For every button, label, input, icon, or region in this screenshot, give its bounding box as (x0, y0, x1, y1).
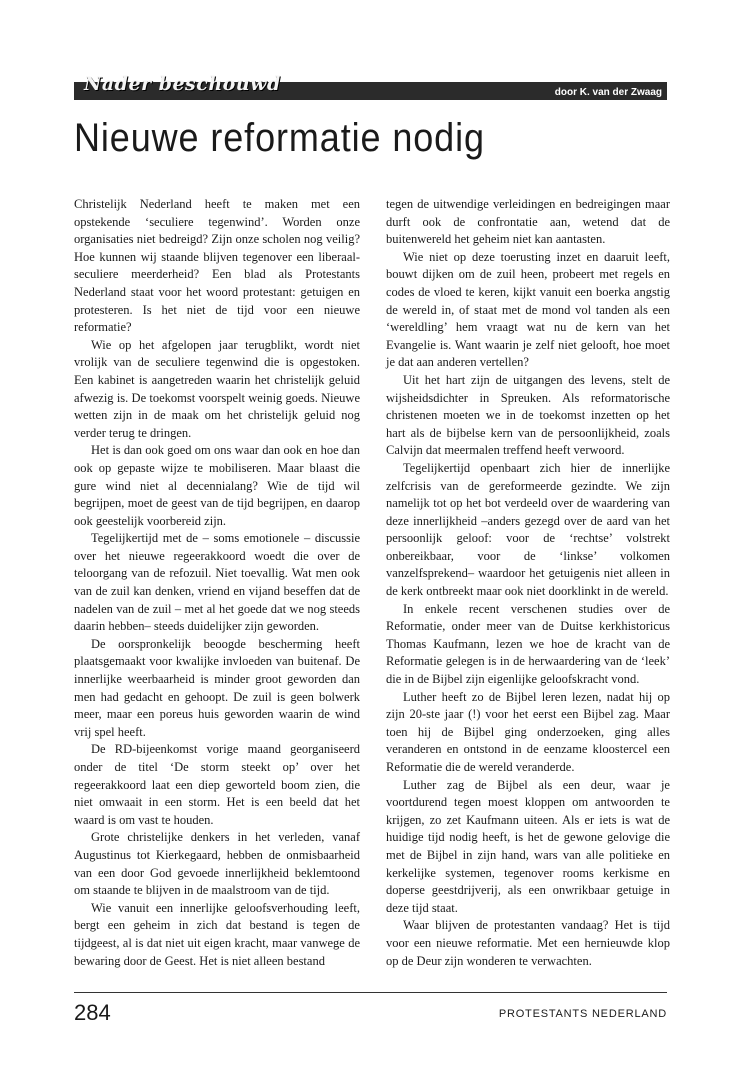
paragraph: Wie vanuit een innerlijke geloofsverhouding leeft, bergt een geheim in zich dat bestand is tegen de tijdgeest, al is dat niet uit eigen kracht, maar vanwege de bewaring door de Geest. Het is niet alleen bestand (74, 900, 360, 968)
left-column (74, 196, 360, 970)
paragraph: Het is dan ook goed om ons waar dan ook en hoe dan ook op gepaste wijze te mobiliseren. Maar blaast die gure wind niet al decennialang? Wie de tijd wil begrijpen, moet de geest van de tijd begrijpen, en daarop ook geestelijk voorbereid zijn. (74, 443, 360, 528)
paragraph: Grote christelijke denkers in het verleden, vanaf Augustinus tot Kierkegaard, hebben de onmisbaarheid van een door God gevoede innerlijkheid beklemtoond om staande te blijven in de maalstroom van de tijd. (74, 830, 360, 898)
rubric-label: Nader beschouwd (84, 73, 281, 95)
paragraph: tegen de uitwendige verleidingen en bedreigingen maar durft ook de confrontatie aan, wetend dat de buitenwereld het geheim niet kan aantasten. (386, 197, 670, 247)
paragraph: Luther heeft zo de Bijbel leren lezen, nadat hij op zijn 20-ste jaar (!) voor het eerst een Bijbel zag. Maar toen hij de Bijbel ging onderzoeken, ging alles veranderen en ontstond in de eenzame kloostercel een Reformatie die de wereld veranderde. (386, 689, 670, 774)
paragraph: Tegelijkertijd met de – soms emotionele – discussie over het nieuwe regeerakkoord woedt die over de teloorgang van de refozuil. Niet toevallig. Wat men ook van de zuil kan denken, vriend en vijand beseffen dat de nadelen van de zuil – met al het goede dat we nog steeds daarin hebben– steeds duidelijker zijn geworden. (74, 531, 360, 634)
paragraph: In enkele recent verschenen studies over de Reformatie, onder meer van de Duitse kerkhistoricus Thomas Kaufmann, lezen we hoe de kracht van de Reformatie gelegen is in de herwaardering van de ‘leek’ die in de Bijbel zijn eigenlijke geloofskracht vond. (386, 601, 670, 687)
paragraph: Tegelijkertijd openbaart zich hier de innerlijke zelfcrisis van de gereformeerde gezindte. We zijn namelijk tot op het bot verdeeld over de waardering van deze innerlijkheid –anders gezegd over de aard van het persoonlijk geloof: voor de ‘rechtse’ volstrekt onbereikbaar, voor de ‘linkse’ volkomen vanzelfsprekend– waardoor het getuigenis niet alleen in de kerk ontbreekt maar ook niet doorklinkt in de wereld. (386, 460, 670, 599)
paragraph: Wie niet op deze toerusting inzet en daaruit leeft, bouwt dijken om de zuil heen, probeert met regels en codes de vloed te keren, kijkt vanuit een boerka angstig de wereld in, of staat met de mond vol tanden als een ‘wereldling’ hem vraagt wat nu de kern van het Evangelie is. Want waarin je zelf niet gelooft, hoe moet je dat aan anderen vertellen? (386, 249, 670, 370)
page-number: 284 (74, 1000, 111, 1025)
paragraph: Christelijk Nederland heeft te maken met een opstekende ‘seculiere tegenwind’. Worden onze organisaties niet bedreigd? Zijn onze scholen nog veilig? Hoe kunnen wij staande blijven tegenover een liberaal-seculiere meerderheid? Een blad als Protestants Nederland staat voor het woord protestant: getuigen en protesteren. Is het niet de tijd voor een nieuwe reformatie? (74, 197, 360, 335)
paragraph: Waar blijven de protestanten vandaag? Het is tijd voor een nieuwe reformatie. Met een hernieuwde klop op de Deur zijn wonderen te verwachten. (386, 918, 670, 968)
byline: door K. van der Zwaag (554, 87, 662, 98)
paragraph: Uit het hart zijn de uitgangen des levens, stelt de wijsheidsdichter in Spreuken. Als reformatorische christenen moeten we in de toekomst inzetten op het hart als de bijbelse kern van de persoonlijkheid, zoals Calvijn dat meermalen treffend heeft verwoord. (386, 372, 670, 458)
paragraph: Luther zag de Bijbel als een deur, waar je voortdurend tegen moest kloppen om antwoorden te krijgen, zo zet Kaufmann uiteen. Als er iets is wat de huidige tijd nodig heeft, is het de gewone gelovige die met de Bijbel in zijn hand, wars van alle politieke en kerkelijke systemen, tegenover rooms kerkisme en doperse geestdrijverij, als een onwrikbaar getuige in deze tijd staat. (386, 777, 670, 915)
right-column (386, 196, 670, 970)
paragraph: De oorspronkelijk beoogde bescherming heeft plaatsgemaakt voor kwalijke invloeden van buitenaf. De innerlijke weerbaarheid is minder groot geworden dan men had gedacht en gehoopt. De zuil is geen bolwerk meer, maar een poreus huis geworden waarin de wind vrij spel heeft. (74, 636, 360, 739)
footer-rule (74, 992, 667, 993)
paragraph: De RD-bijeenkomst vorige maand georganiseerd onder de titel ‘De storm steekt op’ over het regeerakkoord laat een diep geworteld boom zien, die niet omwaait in een storm. Het is een beeld dat het waard is om vast te houden. (74, 742, 360, 827)
article-title: Nieuwe reformatie nodig (74, 116, 485, 160)
magazine-name: PROTESTANTS NEDERLAND (498, 1008, 667, 1020)
paragraph: Wie op het afgelopen jaar terugblikt, wordt niet vrolijk van de seculiere tegenwind die is opgestoken. Een kabinet is aangetreden waarin het christelijk geluid afwezig is. De toekomst voorspelt weinig goeds. Nieuwe wetten zijn in de maak om het christelijk geluid nog verder terug te dringen. (74, 337, 360, 440)
